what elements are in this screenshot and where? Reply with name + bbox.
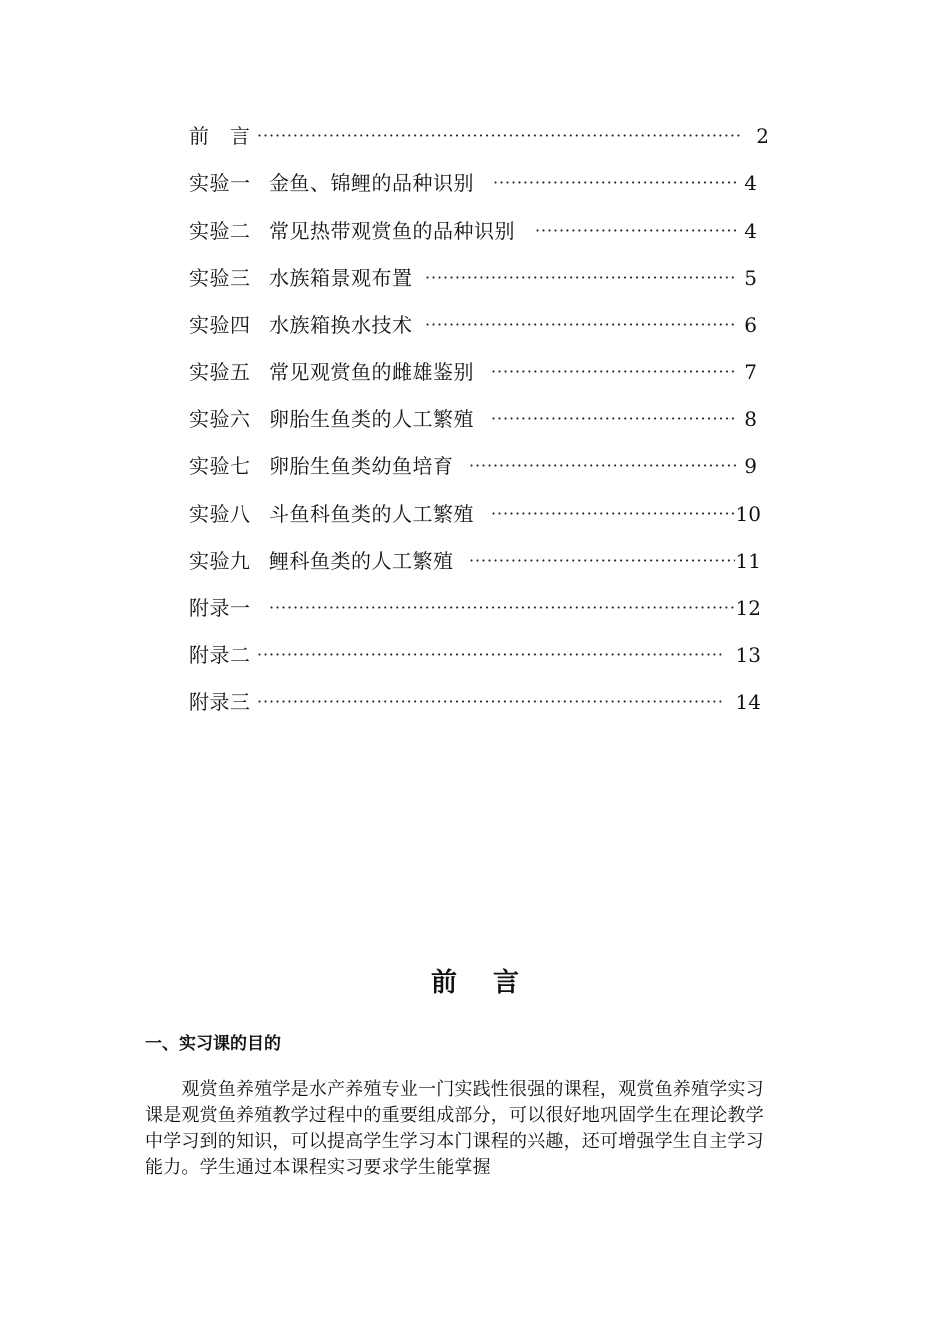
toc-entry-title: 卵胎生鱼类的人工繁殖 <box>269 407 474 431</box>
toc-entry[interactable] <box>189 546 761 576</box>
toc-entry[interactable] <box>189 168 757 198</box>
toc-leader-dots <box>269 593 735 623</box>
toc-entry-title: 卵胎生鱼类幼鱼培育 <box>269 454 454 478</box>
toc-entry-title: 常见热带观赏鱼的品种识别 <box>269 219 515 243</box>
toc-entry[interactable] <box>189 499 761 529</box>
toc-entry[interactable] <box>189 404 757 434</box>
toc-leader-dots <box>493 168 737 198</box>
preface-heading: 前言 <box>430 968 555 998</box>
toc-page-number: 7 <box>744 360 757 384</box>
toc-entry[interactable] <box>189 121 769 151</box>
toc-entry-title: 金鱼、锦鲤的品种识别 <box>269 171 474 195</box>
toc-entry-label: 实验九 <box>189 549 251 573</box>
toc-leader-dots <box>257 121 743 151</box>
toc-leader-dots <box>257 640 723 670</box>
toc-entry-label: 实验五 <box>189 360 251 384</box>
toc-leader-dots <box>425 310 737 340</box>
toc-entry-label: 实验三 <box>189 266 251 290</box>
toc-leader-dots <box>469 546 735 576</box>
toc-page-number: 8 <box>744 407 757 431</box>
toc-entry-label: 实验二 <box>189 219 251 243</box>
toc-entry[interactable] <box>189 216 757 246</box>
toc-entry[interactable] <box>189 451 757 481</box>
toc-entry[interactable] <box>189 687 761 717</box>
section-heading: 一、实习课的目的 <box>145 1034 281 1054</box>
toc-leader-dots <box>425 263 737 293</box>
toc-entry-label: 实验八 <box>189 502 251 526</box>
toc-page-number: 4 <box>744 219 757 243</box>
toc-entry-label: 实验七 <box>189 454 251 478</box>
toc-entry-label: 实验四 <box>189 313 251 337</box>
toc-leader-dots <box>469 451 737 481</box>
paragraph-line: 中学习到的知识，可以提高学生学习本门课程的兴趣，还可增强学生自主学习 <box>145 1131 764 1152</box>
toc-entry-label: 附录三 <box>189 690 251 714</box>
toc-entry[interactable] <box>189 263 757 293</box>
toc-leader-dots <box>491 404 737 434</box>
toc-page-number: 9 <box>744 454 757 478</box>
toc-entry-label: 附录一 <box>189 596 251 620</box>
toc-entry-label: 前 言 <box>189 124 251 148</box>
toc-entry-title: 水族箱景观布置 <box>269 266 413 290</box>
toc-page-number: 6 <box>744 313 757 337</box>
toc-page-number: 13 <box>735 643 761 667</box>
toc-entry-title: 常见观赏鱼的雌雄鉴别 <box>269 360 474 384</box>
toc-page-number: 2 <box>756 124 769 148</box>
toc-entry-label: 实验六 <box>189 407 251 431</box>
toc-entry-title: 水族箱换水技术 <box>269 313 413 337</box>
paragraph-line: 能力。学生通过本课程实习要求学生能掌握 <box>145 1157 491 1178</box>
toc-entry[interactable] <box>189 640 761 670</box>
toc-entry[interactable] <box>189 357 757 387</box>
toc-entry-label: 附录二 <box>189 643 251 667</box>
paragraph-line: 课是观赏鱼养殖教学过程中的重要组成部分，可以很好地巩固学生在理论教学 <box>145 1105 764 1126</box>
toc-page-number: 10 <box>735 502 761 526</box>
toc-page-number: 14 <box>735 690 761 714</box>
toc-entry[interactable] <box>189 593 761 623</box>
toc-page-number: 12 <box>735 596 761 620</box>
toc-page-number: 5 <box>744 266 757 290</box>
paragraph-line: 观赏鱼养殖学是水产养殖专业一门实践性很强的课程，观赏鱼养殖学实习 <box>145 1079 764 1100</box>
toc-page-number: 4 <box>744 171 757 195</box>
toc-leader-dots <box>257 687 723 717</box>
toc-leader-dots <box>535 216 737 246</box>
toc-page-number: 11 <box>735 549 761 573</box>
toc-entry-title: 斗鱼科鱼类的人工繁殖 <box>269 502 474 526</box>
toc-entry[interactable] <box>189 310 757 340</box>
toc-entry-label: 实验一 <box>189 171 251 195</box>
toc-leader-dots <box>491 357 737 387</box>
toc-leader-dots <box>491 499 735 529</box>
toc-entry-title: 鲤科鱼类的人工繁殖 <box>269 549 454 573</box>
